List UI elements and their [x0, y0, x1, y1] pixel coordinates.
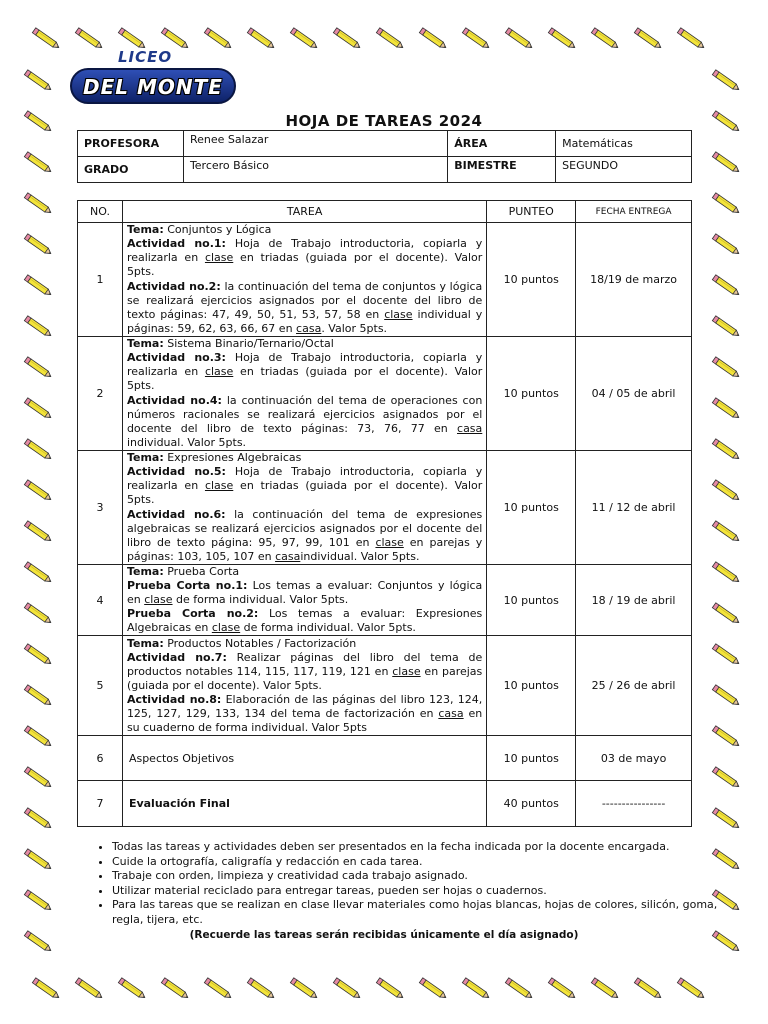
tema-text: Prueba Corta — [167, 565, 240, 578]
task-number: 5 — [78, 636, 123, 736]
activity-text: Los temas a evaluar: Conjuntos y lógica en — [126, 579, 483, 607]
logo-main-text: DEL MONTE — [83, 75, 223, 99]
pencil-icon — [24, 890, 52, 912]
activity-label: Actividad no.8: — [126, 693, 222, 707]
activity-location: clase — [375, 535, 404, 549]
activity-label: Actividad no.4: — [126, 393, 222, 407]
pencil-icon — [505, 978, 533, 1000]
pencil-icon — [290, 28, 318, 50]
activity-text: Hoja de Trabajo introductoria, copiarla y realizarla en — [126, 237, 483, 265]
activity-location: casa — [457, 421, 483, 435]
pencil-icon — [75, 978, 103, 1000]
table-row — [78, 636, 692, 736]
activity-label: Actividad no.2: — [126, 279, 221, 293]
pencil-icon — [712, 439, 740, 461]
task-number: 3 — [78, 451, 123, 565]
activity-label: Actividad no.1: — [126, 237, 226, 251]
task-number: 2 — [78, 337, 123, 451]
pencil-icon — [712, 152, 740, 174]
pencil-icon — [712, 562, 740, 584]
pencil-icon — [24, 234, 52, 256]
activity-text: Hoja de Trabajo introductoria, copiarla y realizarla en — [126, 351, 483, 379]
pencil-icon — [634, 978, 662, 1000]
task-text: Evaluación Final — [128, 797, 230, 811]
tema-label: Tema: — [126, 337, 164, 351]
task-description — [122, 337, 486, 451]
header-punteo: PUNTEO — [487, 201, 576, 223]
pencil-icon — [634, 28, 662, 50]
task-fecha: 03 de mayo — [576, 736, 692, 781]
pencil-icon — [677, 28, 705, 50]
pencil-icon — [462, 978, 490, 1000]
closing-note: (Recuerde las tareas serán recibidas únicamente el día asignado) — [189, 929, 579, 941]
info-row — [78, 157, 692, 183]
pencil-icon — [712, 685, 740, 707]
pencil-icon — [24, 726, 52, 748]
pencil-icon — [712, 316, 740, 338]
note-item: • Cuide la ortografía, caligrafía y redacción en cada tarea. — [112, 855, 724, 870]
notes-list — [90, 840, 724, 927]
pencil-icon — [591, 28, 619, 50]
table-row — [78, 736, 692, 781]
tema-text: Expresiones Algebraicas — [167, 451, 302, 465]
profesora-value: Renee Salazar — [183, 131, 447, 157]
activity-location: clase — [204, 251, 234, 265]
header-no: NO. — [78, 201, 123, 223]
task-number: 7 — [78, 781, 123, 827]
activity-text: la continuación del tema de conjuntos y lógica se realizará ejercicios asignados por el docente del libro de texto páginas: 47, 49, 50, 51, 53, 57, 58 en — [126, 279, 483, 321]
activity-text: Hoja de Trabajo introductoria, copiarla y realizarla en — [126, 465, 483, 493]
task-number: 1 — [78, 223, 123, 337]
pencil-icon — [161, 28, 189, 50]
pencil-icon — [24, 808, 52, 830]
activity-text: de forma individual. Valor 5pts. — [243, 621, 416, 635]
activity-location: clase — [204, 479, 234, 493]
task-number: 6 — [78, 736, 123, 781]
activity-text: Realizar páginas del libro del tema de productos notables 114, 115, 117, 119, 121 en — [126, 650, 483, 678]
info-row — [78, 131, 692, 157]
pencil-icon — [712, 193, 740, 215]
pencil-icon — [24, 275, 52, 297]
pencil-icon — [712, 357, 740, 379]
activity-text: . Valor 5pts. — [321, 321, 388, 335]
activity-text: en triadas (guiada por el docente). Valor 5pts. — [126, 365, 483, 393]
activity-text: de forma individual. Valor 5pts. — [176, 593, 349, 607]
tema-label: Tema: — [126, 565, 164, 578]
pencil-icon — [161, 978, 189, 1000]
grado-label: GRADO — [78, 157, 184, 183]
task-punteo: 10 puntos — [487, 736, 576, 781]
logo-badge — [70, 68, 236, 104]
tema-text: Sistema Binario/Ternario/Octal — [167, 337, 334, 351]
pencil-icon — [24, 398, 52, 420]
info-table — [77, 130, 692, 183]
task-description — [122, 636, 486, 736]
task-description — [122, 565, 486, 636]
activity-location: clase — [144, 593, 173, 607]
pencil-icon — [24, 316, 52, 338]
pencil-icon — [24, 562, 52, 584]
table-row — [78, 565, 692, 636]
task-fecha: 25 / 26 de abril — [576, 636, 692, 736]
activity-location: clase — [384, 307, 413, 321]
table-row — [78, 337, 692, 451]
table-row — [78, 451, 692, 565]
pencil-icon — [24, 480, 52, 502]
pencil-icon — [712, 603, 740, 625]
pencil-icon — [24, 849, 52, 871]
pencil-icon — [290, 978, 318, 1000]
task-text: Aspectos Objetivos — [128, 751, 235, 765]
task-number: 4 — [78, 565, 123, 636]
activity-label: Actividad no.3: — [126, 351, 226, 365]
pencil-icon — [712, 644, 740, 666]
school-logo — [70, 48, 242, 110]
note-item: • Utilizar material reciclado para entregar tareas, pueden ser hojas o cuadernos. — [112, 884, 724, 899]
page-title: HOJA DE TAREAS 2024 — [285, 112, 483, 130]
task-fecha: 18 / 19 de abril — [576, 565, 692, 636]
activity-text: en parejas y páginas: 103, 105, 107 en — [126, 535, 483, 563]
activity-text: individual. Valor 5pts. — [300, 549, 420, 563]
activity-text: Elaboración de las páginas del libro 123, 124, 125, 127, 129, 133, 134 del tema de factorización en — [126, 693, 483, 721]
pencil-icon — [24, 357, 52, 379]
task-punteo: 10 puntos — [487, 337, 576, 451]
pencil-icon — [32, 978, 60, 1000]
tema-text: Productos Notables / Factorización — [167, 636, 357, 650]
activity-text: en parejas (guiada por el docente). Valor 5pts. — [126, 664, 483, 692]
pencil-icon — [24, 685, 52, 707]
activity-text: Los temas a evaluar: Expresiones Algebraicas en — [126, 607, 483, 635]
pencil-icon — [24, 70, 52, 92]
pencil-icon — [591, 978, 619, 1000]
pencil-icon — [75, 28, 103, 50]
pencil-icon — [24, 152, 52, 174]
pencil-icon — [376, 978, 404, 1000]
activity-text: individual. Valor 5pts. — [126, 435, 247, 449]
pencil-icon — [24, 603, 52, 625]
activity-text: en su cuaderno de forma individual. Valor 5pts — [126, 707, 483, 735]
pencil-icon — [24, 439, 52, 461]
pencil-icon — [24, 767, 52, 789]
activity-text: individual y páginas: 59, 62, 63, 66, 67 en — [126, 307, 483, 335]
activity-location: clase — [392, 664, 421, 678]
pencil-icon — [712, 275, 740, 297]
task-description — [122, 223, 486, 337]
pencil-icon — [32, 28, 60, 50]
note-item: • Todas las tareas y actividades deben ser presentados en la fecha indicada por la docente encargada. — [112, 840, 724, 855]
task-fecha: 04 / 05 de abril — [576, 337, 692, 451]
activity-location: casa — [275, 549, 301, 563]
pencil-icon — [712, 70, 740, 92]
pencil-icon — [204, 978, 232, 1000]
header-tarea: TAREA — [122, 201, 486, 223]
grado-value: Tercero Básico — [183, 157, 447, 183]
table-row — [78, 781, 692, 827]
pencil-icon — [247, 978, 275, 1000]
pencil-icon — [118, 28, 146, 50]
tema-text: Conjuntos y Lógica — [167, 223, 272, 237]
task-punteo: 10 puntos — [487, 451, 576, 565]
pencil-icon — [712, 480, 740, 502]
pencil-icon — [712, 726, 740, 748]
task-punteo: 10 puntos — [487, 565, 576, 636]
pencil-icon — [24, 644, 52, 666]
pencil-icon — [333, 978, 361, 1000]
activity-label: Prueba Corta no.1: — [126, 579, 248, 593]
activity-location: casa — [296, 321, 322, 335]
bimestre-value: SEGUNDO — [556, 157, 692, 183]
tasks-table — [77, 200, 692, 827]
pencil-icon — [548, 28, 576, 50]
activity-label: Actividad no.5: — [126, 465, 226, 479]
pencil-icon — [712, 398, 740, 420]
header-fecha: FECHA ENTREGA — [576, 201, 692, 223]
pencil-icon — [419, 978, 447, 1000]
pencil-icon — [677, 978, 705, 1000]
pencil-icon — [712, 767, 740, 789]
pencil-icon — [712, 234, 740, 256]
pencil-icon — [24, 521, 52, 543]
task-description — [122, 781, 486, 827]
area-label: ÁREA — [448, 131, 556, 157]
bimestre-label: BIMESTRE — [448, 157, 556, 183]
pencil-icon — [333, 28, 361, 50]
task-fecha: 11 / 12 de abril — [576, 451, 692, 565]
tasks-header-row — [78, 201, 692, 223]
note-item: • Trabaje con orden, limpieza y creatividad cada trabajo asignado. — [112, 869, 724, 884]
pencil-icon — [462, 28, 490, 50]
task-punteo: 10 puntos — [487, 636, 576, 736]
task-punteo: 40 puntos — [487, 781, 576, 827]
tema-label: Tema: — [126, 223, 164, 237]
tema-label: Tema: — [126, 636, 164, 650]
profesora-label: PROFESORA — [78, 131, 184, 157]
pencil-icon — [548, 978, 576, 1000]
pencil-icon — [712, 808, 740, 830]
pencil-icon — [505, 28, 533, 50]
note-item: • Para las tareas que se realizan en clase llevar materiales como hojas blancas, hojas de colores, silicón, goma, regla, tijera, etc. — [112, 898, 724, 927]
pencil-icon — [204, 28, 232, 50]
task-description — [122, 451, 486, 565]
table-row — [78, 223, 692, 337]
task-fecha: 18/19 de marzo — [576, 223, 692, 337]
activity-location: clase — [211, 621, 241, 635]
task-punteo: 10 puntos — [487, 223, 576, 337]
activity-text: la continuación del tema de operaciones con números racionales se realizará ejercicios asignados por el docente del libro de texto páginas: 73, 76, 77 en — [126, 393, 483, 435]
activity-label: Actividad no.6: — [126, 507, 226, 521]
activity-text: en triadas (guiada por el docente). Valor 5pts. — [126, 251, 483, 279]
tema-label: Tema: — [126, 451, 164, 465]
pencil-icon — [712, 521, 740, 543]
activity-text: en triadas (guiada por el docente). Valor 5pts. — [126, 479, 483, 507]
activity-location: casa — [438, 707, 464, 721]
activity-text: la continuación del tema de expresiones algebraicas se realizará ejercicios asignados por el docente del libro de texto página: 95, 97, 99, 101 en — [126, 507, 483, 549]
logo-top-text: LICEO — [118, 48, 173, 66]
task-description — [122, 736, 486, 781]
pencil-icon — [118, 978, 146, 1000]
activity-label: Prueba Corta no.2: — [126, 607, 259, 621]
activity-location: clase — [204, 365, 234, 379]
area-value: Matemáticas — [556, 131, 692, 157]
activity-label: Actividad no.7: — [126, 650, 227, 664]
pencil-icon — [24, 193, 52, 215]
pencil-icon — [247, 28, 275, 50]
pencil-icon — [419, 28, 447, 50]
pencil-icon — [376, 28, 404, 50]
task-fecha: ---------------- — [576, 781, 692, 827]
